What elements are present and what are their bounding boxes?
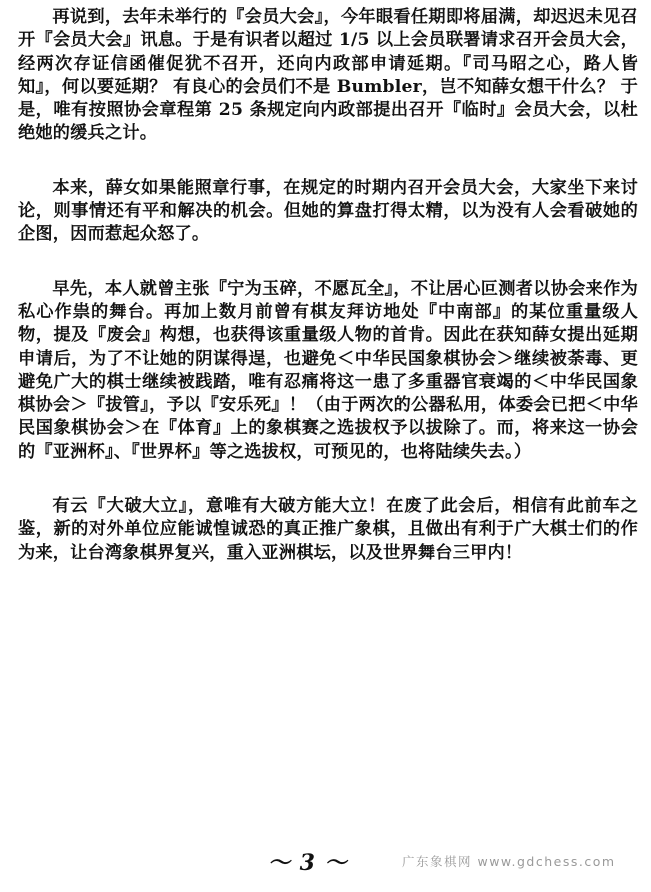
paragraph-dissolution-proposal: 早先，本人就曾主张『宁为玉碎，不愿瓦全』，不让居心叵测者以协会来作为私心作祟的舞台。再加上数月前曾有棋友拜访地处『中南部』的某位重量级人物，提及『废会』构想，也获得该重量级人物的首肯。因此在获知薛女提出延期申请后，为了不让她的阴谋得逞，也避免＜中华民国象棋协会＞继续被荼毒、更避免广大的棋士继续被践踏，唯有忍痛将这一患了多重器官衰竭的＜中华民国象棋协会＞『拔管』，予以『安乐死』！（由于两次的公器私用，体委会已把＜中华民国象棋协会＞在『体育』上的象棋赛之选拔权予以拔除了。而，将来这一协会的『亚洲杯』、『世界杯』等之选拔权，可预见的，也将陆续失去。） <box>18 278 638 462</box>
paragraph-original-intent: 本来，薛女如果能照章行事，在规定的时期内召开会员大会，大家坐下来讨论，则事情还有平和解决的机会。但她的算盘打得太精，以为没有人会看破她的企图，因而惹起众怒了。 <box>18 177 638 245</box>
site-watermark: 广东象棋网 www.gdchess.com <box>402 854 616 869</box>
page-number: ～ 3 ～ <box>268 850 348 876</box>
page-footer <box>0 840 651 880</box>
paragraph-membership-meeting: 再说到，去年未举行的『会员大会』，今年眼看任期即将届满，却迟迟未见召开『会员大会』讯息。于是有识者以超过 1/5 以上会员联署请求召开会员大会，经两次存证信函催促犹不召开，还向内政部申请延期。『司马昭之心，路人皆知』，何以要延期？ 有良心的会员们不是 Bumbler，岂不知薛女想干什么？ 于是，唯有按照协会章程第 25 条规定向内政部提出召开『临时』会员大会，以杜绝她的缓兵之计。 <box>18 7 638 144</box>
paragraph-conclusion: 有云『大破大立』，意唯有大破方能大立！在废了此会后，相信有此前车之鉴，新的对外单位应能诚惶诚恐的真正推广象棋，且做出有利于广大棋士们的作为来，让台湾象棋界复兴，重入亚洲棋坛，以及世界舞台三甲内！ <box>18 496 638 563</box>
document-body <box>18 6 638 565</box>
